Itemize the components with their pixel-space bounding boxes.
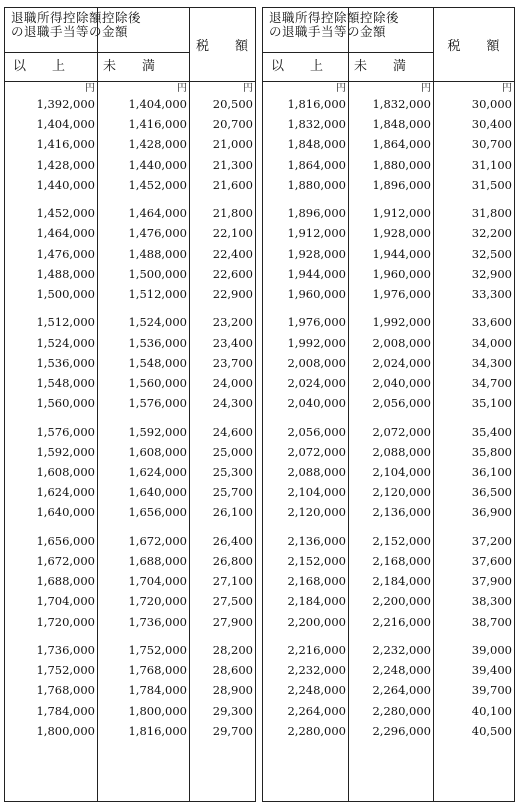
to-amount-cell: 1,720,000 [128, 594, 187, 609]
to-amount-cell: 1,944,000 [372, 246, 431, 261]
tax-amount-cell: 26,100 [212, 505, 253, 520]
to-amount-cell: 2,056,000 [372, 396, 431, 411]
from-amount-cell: 1,548,000 [36, 376, 95, 390]
from-amount-cell: 2,088,000 [287, 465, 346, 479]
tax-amount-cell: 23,700 [212, 355, 253, 370]
to-amount-cell: 2,184,000 [372, 574, 431, 589]
to-amount-cell: 2,136,000 [372, 505, 431, 520]
from-amount-cell: 1,848,000 [287, 137, 346, 152]
to-amount-cell: 1,688,000 [128, 554, 187, 568]
tax-amount-cell: 36,100 [471, 465, 512, 479]
to-amount-cell: 1,608,000 [128, 444, 187, 459]
from-amount-cell: 2,040,000 [287, 396, 346, 411]
to-amount-cell: 1,548,000 [128, 355, 187, 370]
tax-amount-cell: 32,200 [471, 226, 512, 241]
from-amount-cell: 2,120,000 [287, 505, 346, 520]
left-tax-table [4, 7, 256, 802]
to-amount-cell: 1,960,000 [372, 266, 431, 281]
to-amount-cell: 1,488,000 [128, 246, 187, 261]
yen-unit: 円 [336, 83, 346, 94]
tax-amount-cell: 29,300 [212, 703, 253, 718]
tax-amount-cell: 24,600 [212, 424, 253, 439]
amount-header-line1: 退職所得控除額控除後 [11, 10, 142, 25]
tax-header: 税 額 [433, 8, 514, 82]
tax-amount-cell: 35,100 [471, 396, 512, 411]
to-amount-cell: 2,296,000 [372, 723, 431, 738]
tax-amount-cell: 21,000 [212, 137, 253, 152]
to-amount-cell: 2,248,000 [372, 663, 431, 678]
from-amount-cell: 1,500,000 [36, 287, 95, 301]
from-amount-cell: 1,416,000 [36, 137, 95, 152]
to-header: 未 満 [97, 53, 189, 82]
tax-amount-cell: 26,800 [212, 554, 253, 568]
to-amount-cell: 1,704,000 [128, 574, 187, 589]
amount-header-line2: の退職手当等の金額 [11, 24, 129, 39]
tax-amount-cell: 30,700 [471, 137, 512, 152]
to-amount-cell: 1,440,000 [128, 157, 187, 172]
to-amount-cell: 1,848,000 [372, 117, 431, 132]
from-amount-cell: 1,800,000 [36, 723, 95, 738]
tax-amount-cell: 33,300 [471, 287, 512, 301]
to-amount-cell: 2,216,000 [372, 614, 431, 629]
from-amount-cell: 1,928,000 [287, 246, 346, 261]
to-amount-cell: 1,880,000 [372, 157, 431, 172]
to-amount-cell: 1,560,000 [128, 376, 187, 390]
from-amount-cell: 2,008,000 [287, 355, 346, 370]
from-amount-cell: 1,512,000 [36, 315, 95, 330]
from-amount-cell: 1,896,000 [287, 206, 346, 221]
from-amount-cell: 2,168,000 [287, 574, 346, 589]
from-amount-cell: 1,688,000 [36, 574, 95, 589]
tax-amount-cell: 23,200 [212, 315, 253, 330]
from-amount-cell: 1,452,000 [36, 206, 95, 221]
tax-amount-cell: 22,900 [212, 287, 253, 301]
amount-header-line1: 退職所得控除額控除後 [269, 10, 400, 25]
from-amount-cell: 1,404,000 [36, 117, 95, 132]
right-tax-table [262, 7, 515, 802]
tax-amount-cell: 32,500 [471, 246, 512, 261]
amount-header-line2: の退職手当等の金額 [269, 24, 387, 39]
to-amount-cell: 2,088,000 [372, 444, 431, 459]
tax-amount-cell: 38,300 [471, 594, 512, 609]
tax-amount-cell: 39,400 [471, 663, 512, 678]
to-amount-cell: 1,768,000 [128, 663, 187, 678]
from-amount-cell: 1,656,000 [36, 533, 95, 548]
tax-amount-cell: 22,400 [212, 246, 253, 261]
tax-amount-cell: 20,700 [212, 117, 253, 132]
from-amount-cell: 1,880,000 [287, 177, 346, 192]
tax-amount-cell: 34,300 [471, 355, 512, 370]
to-amount-cell: 1,832,000 [372, 97, 431, 111]
to-amount-cell: 2,104,000 [372, 465, 431, 479]
from-amount-cell: 1,592,000 [36, 444, 95, 459]
tax-amount-cell: 30,400 [471, 117, 512, 132]
tax-amount-cell: 35,400 [471, 424, 512, 439]
from-amount-cell: 1,704,000 [36, 594, 95, 609]
to-amount-cell: 1,784,000 [128, 683, 187, 698]
tax-amount-cell: 39,000 [471, 643, 512, 657]
from-amount-cell: 1,832,000 [287, 117, 346, 132]
to-amount-cell: 1,912,000 [372, 206, 431, 221]
to-amount-cell: 1,464,000 [128, 206, 187, 221]
to-amount-cell: 1,656,000 [128, 505, 187, 520]
to-amount-cell: 1,536,000 [128, 335, 187, 350]
to-amount-cell: 1,640,000 [128, 485, 187, 500]
from-amount-cell: 1,428,000 [36, 157, 95, 172]
tax-amount-cell: 34,000 [471, 335, 512, 350]
tax-amount-cell: 34,700 [471, 376, 512, 390]
to-amount-cell: 2,120,000 [372, 485, 431, 500]
to-amount-cell: 2,168,000 [372, 554, 431, 568]
tax-amount-cell: 32,900 [471, 266, 512, 281]
tax-amount-cell: 28,200 [212, 643, 253, 657]
from-header: 以 上 [5, 53, 97, 82]
to-amount-cell: 1,428,000 [128, 137, 187, 152]
tax-amount-cell: 37,600 [471, 554, 512, 568]
to-amount-cell: 1,524,000 [128, 315, 187, 330]
from-amount-cell: 1,608,000 [36, 465, 95, 479]
tax-amount-cell: 36,500 [471, 485, 512, 500]
to-amount-cell: 1,576,000 [128, 396, 187, 411]
from-amount-cell: 1,752,000 [36, 663, 95, 678]
from-amount-cell: 1,816,000 [287, 97, 346, 111]
from-amount-cell: 1,624,000 [36, 485, 95, 500]
from-amount-cell: 1,640,000 [36, 505, 95, 520]
to-amount-cell: 1,500,000 [128, 266, 187, 281]
from-amount-cell: 2,248,000 [287, 683, 346, 698]
from-amount-cell: 1,476,000 [36, 246, 95, 261]
tax-amount-cell: 20,500 [212, 97, 253, 111]
to-amount-cell: 1,928,000 [372, 226, 431, 241]
to-amount-cell: 1,512,000 [128, 287, 187, 301]
tax-amount-cell: 31,100 [471, 157, 512, 172]
to-amount-cell: 1,976,000 [372, 287, 431, 301]
from-amount-cell: 1,784,000 [36, 703, 95, 718]
to-amount-cell: 1,816,000 [128, 723, 187, 738]
to-amount-cell: 2,264,000 [372, 683, 431, 698]
from-amount-cell: 1,736,000 [36, 643, 95, 657]
to-amount-cell: 1,736,000 [128, 614, 187, 629]
yen-unit: 円 [85, 83, 95, 94]
from-amount-cell: 1,488,000 [36, 266, 95, 281]
from-amount-cell: 1,560,000 [36, 396, 95, 411]
tax-amount-cell: 29,700 [212, 723, 253, 738]
yen-unit: 円 [502, 83, 512, 94]
from-amount-cell: 1,536,000 [36, 355, 95, 370]
tax-amount-cell: 27,100 [212, 574, 253, 589]
tax-amount-cell: 23,400 [212, 335, 253, 350]
to-amount-cell: 2,008,000 [372, 335, 431, 350]
tax-header: 税 額 [189, 8, 255, 82]
from-amount-cell: 2,024,000 [287, 376, 346, 390]
to-amount-cell: 1,992,000 [372, 315, 431, 330]
tax-amount-cell: 25,700 [212, 485, 253, 500]
tax-amount-cell: 28,900 [212, 683, 253, 698]
from-amount-cell: 1,720,000 [36, 614, 95, 629]
from-amount-cell: 2,184,000 [287, 594, 346, 609]
tax-amount-cell: 35,800 [471, 444, 512, 459]
tax-amount-cell: 38,700 [471, 614, 512, 629]
from-amount-cell: 2,136,000 [287, 533, 346, 548]
tax-amount-cell: 28,600 [212, 663, 253, 678]
from-amount-cell: 1,576,000 [36, 424, 95, 439]
to-amount-cell: 1,416,000 [128, 117, 187, 132]
from-amount-cell: 2,232,000 [287, 663, 346, 678]
tax-amount-cell: 25,300 [212, 465, 253, 479]
tax-amount-cell: 24,300 [212, 396, 253, 411]
from-amount-cell: 1,464,000 [36, 226, 95, 241]
to-amount-cell: 2,040,000 [372, 376, 431, 390]
tax-amount-cell: 36,900 [471, 505, 512, 520]
to-amount-cell: 1,404,000 [128, 97, 187, 111]
from-amount-cell: 1,960,000 [287, 287, 346, 301]
tax-amount-cell: 22,600 [212, 266, 253, 281]
to-amount-cell: 1,452,000 [128, 177, 187, 192]
to-amount-cell: 1,624,000 [128, 465, 187, 479]
from-amount-cell: 1,864,000 [287, 157, 346, 172]
tax-amount-cell: 27,900 [212, 614, 253, 629]
from-amount-cell: 1,992,000 [287, 335, 346, 350]
from-amount-cell: 1,672,000 [36, 554, 95, 568]
tax-amount-cell: 27,500 [212, 594, 253, 609]
tax-amount-cell: 26,400 [212, 533, 253, 548]
yen-unit: 円 [177, 83, 187, 94]
from-amount-cell: 1,392,000 [36, 97, 95, 111]
from-amount-cell: 2,072,000 [287, 444, 346, 459]
tax-amount-cell: 30,000 [471, 97, 512, 111]
to-amount-cell: 2,072,000 [372, 424, 431, 439]
tax-amount-cell: 21,600 [212, 177, 253, 192]
from-amount-cell: 1,768,000 [36, 683, 95, 698]
to-amount-cell: 2,280,000 [372, 703, 431, 718]
tax-amount-cell: 24,000 [212, 376, 253, 390]
to-amount-cell: 1,896,000 [372, 177, 431, 192]
tax-amount-cell: 40,500 [471, 723, 512, 738]
from-amount-cell: 2,104,000 [287, 485, 346, 500]
tax-amount-cell: 37,900 [471, 574, 512, 589]
yen-unit: 円 [421, 83, 431, 94]
from-header: 以 上 [263, 53, 348, 82]
to-amount-cell: 1,752,000 [128, 643, 187, 657]
tax-amount-cell: 25,000 [212, 444, 253, 459]
to-amount-cell: 2,024,000 [372, 355, 431, 370]
from-amount-cell: 2,216,000 [287, 643, 346, 657]
tax-amount-cell: 21,800 [212, 206, 253, 221]
to-amount-cell: 1,800,000 [128, 703, 187, 718]
to-amount-cell: 1,592,000 [128, 424, 187, 439]
tax-amount-cell: 22,100 [212, 226, 253, 241]
tax-amount-cell: 39,700 [471, 683, 512, 698]
to-amount-cell: 1,476,000 [128, 226, 187, 241]
tax-amount-cell: 40,100 [471, 703, 512, 718]
to-amount-cell: 2,232,000 [372, 643, 431, 657]
from-amount-cell: 2,280,000 [287, 723, 346, 738]
tax-amount-cell: 31,800 [471, 206, 512, 221]
tax-amount-cell: 21,300 [212, 157, 253, 172]
tax-amount-cell: 33,600 [471, 315, 512, 330]
from-amount-cell: 2,152,000 [287, 554, 346, 568]
to-amount-cell: 1,864,000 [372, 137, 431, 152]
to-amount-cell: 2,200,000 [372, 594, 431, 609]
from-amount-cell: 2,264,000 [287, 703, 346, 718]
from-amount-cell: 1,944,000 [287, 266, 346, 281]
to-header: 未 満 [348, 53, 433, 82]
yen-unit: 円 [243, 83, 253, 94]
from-amount-cell: 1,524,000 [36, 335, 95, 350]
from-amount-cell: 2,200,000 [287, 614, 346, 629]
from-amount-cell: 1,976,000 [287, 315, 346, 330]
from-amount-cell: 1,440,000 [36, 177, 95, 192]
tax-amount-cell: 37,200 [471, 533, 512, 548]
to-amount-cell: 2,152,000 [372, 533, 431, 548]
from-amount-cell: 1,912,000 [287, 226, 346, 241]
tax-amount-cell: 31,500 [471, 177, 512, 192]
to-amount-cell: 1,672,000 [128, 533, 187, 548]
from-amount-cell: 2,056,000 [287, 424, 346, 439]
